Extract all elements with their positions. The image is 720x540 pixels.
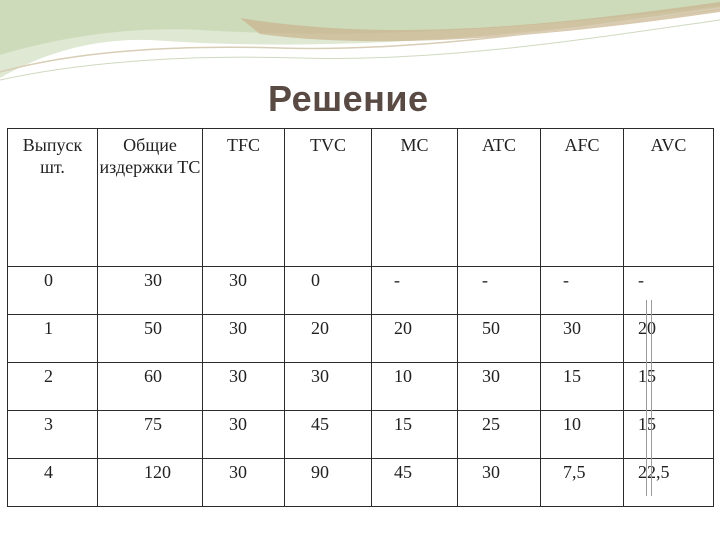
table-cell: 30 bbox=[203, 459, 285, 507]
table-cell: 25 bbox=[458, 411, 541, 459]
table-cell: 30 bbox=[203, 267, 285, 315]
header-tfc: TFC bbox=[203, 129, 285, 267]
table-cell: 120 bbox=[98, 459, 203, 507]
table-cell: 20 bbox=[624, 315, 714, 363]
table-cell: 10 bbox=[372, 363, 458, 411]
table-cell: 10 bbox=[541, 411, 624, 459]
table-cell: - bbox=[624, 267, 714, 315]
header-output: Выпуск шт. bbox=[8, 129, 98, 267]
table-cell: 15 bbox=[624, 363, 714, 411]
table-cell: 1 bbox=[8, 315, 98, 363]
header-total-cost: Общие издержки ТС bbox=[98, 129, 203, 267]
column-divider-accent bbox=[646, 300, 652, 496]
table-cell: 30 bbox=[541, 315, 624, 363]
table-cell: 2 bbox=[8, 363, 98, 411]
cost-table bbox=[7, 128, 714, 507]
table-cell: 45 bbox=[285, 411, 372, 459]
table-cell: 20 bbox=[372, 315, 458, 363]
table-row bbox=[8, 315, 714, 363]
table-cell: 0 bbox=[285, 267, 372, 315]
table-cell: 50 bbox=[98, 315, 203, 363]
table-cell: 22,5 bbox=[624, 459, 714, 507]
table-row bbox=[8, 267, 714, 315]
table-row bbox=[8, 411, 714, 459]
table-cell: 30 bbox=[203, 363, 285, 411]
table-cell: 3 bbox=[8, 411, 98, 459]
table-cell: 30 bbox=[285, 363, 372, 411]
table-cell: 45 bbox=[372, 459, 458, 507]
table-cell: 60 bbox=[98, 363, 203, 411]
table-cell: 20 bbox=[285, 315, 372, 363]
table-row bbox=[8, 363, 714, 411]
page-title: Решение bbox=[268, 78, 429, 119]
table-cell: 7,5 bbox=[541, 459, 624, 507]
decorative-banner bbox=[0, 0, 720, 90]
header-atc: ATC bbox=[458, 129, 541, 267]
table-cell: 15 bbox=[541, 363, 624, 411]
header-avc: AVC bbox=[624, 129, 714, 267]
table-cell: 15 bbox=[624, 411, 714, 459]
table-cell: 90 bbox=[285, 459, 372, 507]
table-cell: 4 bbox=[8, 459, 98, 507]
header-afc: AFC bbox=[541, 129, 624, 267]
table-cell: 50 bbox=[458, 315, 541, 363]
header-tvc: TVC bbox=[285, 129, 372, 267]
table-cell: 30 bbox=[98, 267, 203, 315]
table-cell: 15 bbox=[372, 411, 458, 459]
table-cell: 30 bbox=[458, 363, 541, 411]
table-cell: 30 bbox=[458, 459, 541, 507]
table-cell: 0 bbox=[8, 267, 98, 315]
table-cell: - bbox=[541, 267, 624, 315]
table-cell: - bbox=[372, 267, 458, 315]
table-cell: - bbox=[458, 267, 541, 315]
table-cell: 30 bbox=[203, 411, 285, 459]
table-row bbox=[8, 459, 714, 507]
table-header-row bbox=[8, 129, 714, 267]
table-cell: 75 bbox=[98, 411, 203, 459]
table-cell: 30 bbox=[203, 315, 285, 363]
header-mc: MC bbox=[372, 129, 458, 267]
